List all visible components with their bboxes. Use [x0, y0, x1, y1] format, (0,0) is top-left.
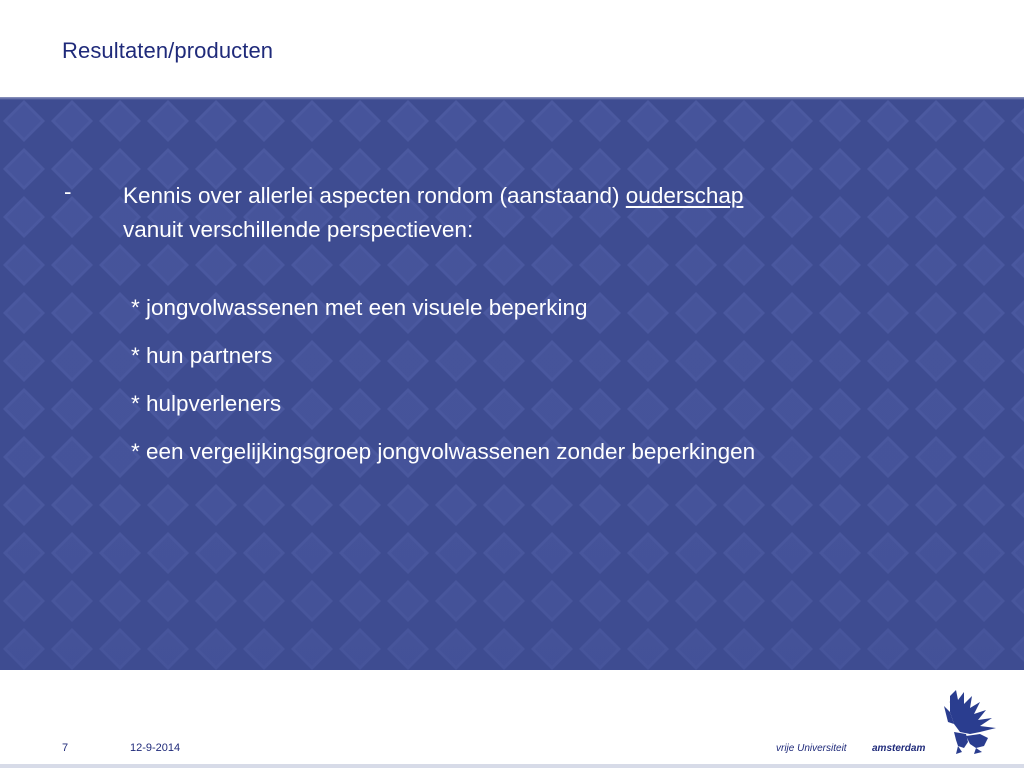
bullet-marker: - — [64, 179, 72, 204]
university-logo — [776, 688, 1006, 758]
griffin-logo-icon — [936, 688, 1002, 758]
bullet-text — [123, 179, 983, 247]
page-number: 7 — [62, 742, 69, 754]
sub-item: * een vergelijkingsgroep jongvolwassenen zonder beperkingen — [131, 439, 756, 464]
band-top-edge — [0, 97, 1024, 100]
footer-rule — [0, 764, 1024, 768]
sub-item: * hun partners — [131, 343, 273, 368]
bullet-text-continuation: vanuit verschillende perspectieven: — [123, 217, 474, 242]
slide-body — [0, 97, 1024, 670]
logo-university-name: vrije Universiteit — [776, 743, 847, 754]
sub-item: * hulpverleners — [131, 391, 282, 416]
underlined-term: ouderschap — [625, 183, 744, 208]
bullet-text-lead: Kennis over allerlei aspecten rondom (aanstaand) — [123, 183, 626, 208]
slide-date: 12-9-2014 — [130, 742, 181, 754]
content-band — [0, 97, 1024, 670]
slide-title: Resultaten/producten — [62, 38, 274, 63]
logo-city-name: amsterdam — [872, 743, 926, 754]
sub-item: * jongvolwassenen met een visuele beperking — [131, 295, 588, 320]
